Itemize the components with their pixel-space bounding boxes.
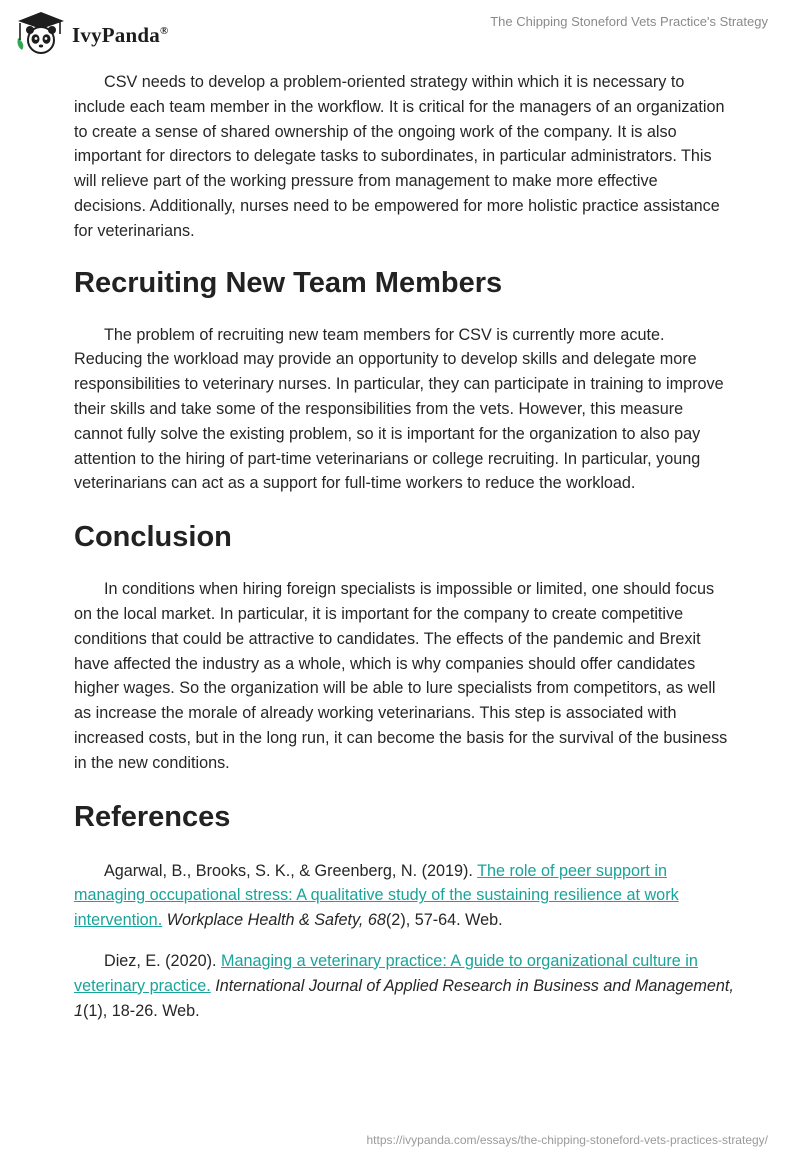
recruiting-paragraph: The problem of recruiting new team members for CSV is currently more acute. Reducing the workload may provide an opportunity to develop skills and delegate more responsibilities to veterinary nurses. In particular, they can participate in training to improve their skills and take some of the responsibilities from the vets. However, this measure cannot fully solve the existing problem, so it is important for the organization to also pay attention to the hiring of part-time veterinarians or college recruiting. In particular, young veterinarians can act as a support for full-time workers to reduce the workload. [74,325,724,493]
footer-source-url[interactable]: https://ivypanda.com/essays/the-chipping-stoneford-vets-practices-strategy/ [366,1133,768,1147]
reference-issue-pages: (1), 18-26. Web. [83,1001,200,1020]
reference-entry [74,859,734,933]
reference-link[interactable]: The role of peer support in managing occupational stress: A qualitative study of the sustaining resilience at work intervention. [74,861,679,930]
brand-name: IvyPanda® [72,22,169,47]
reference-authors: Agarwal, B., Brooks, S. K., & Greenberg, N. (2019). [104,861,473,880]
section-heading-recruiting: Recruiting New Team Members [74,266,503,299]
essay-content [74,70,734,1023]
reference-journal: International Journal of Applied Research in Business and Management, 1 [74,976,734,1020]
registered-mark: ® [159,24,169,37]
intro-paragraph: CSV needs to develop a problem-oriented strategy within which it is necessary to include each team member in the workflow. It is critical for the managers of an organization to create a sense of shared ownership of the ongoing work of the company. It is also important for directors to delegate tasks to subordinates, in particular administrators. This will relieve part of the working pressure from management to make more effective decisions. Additionally, nurses need to be empowered for more holistic practice assistance for veterinarians. [74,73,725,240]
page-header [0,0,800,70]
reference-journal: Workplace Health & Safety, 68 [166,911,386,930]
ivypanda-logo[interactable] [14,10,168,56]
section-heading-conclusion: Conclusion [74,521,232,554]
references-heading: References [74,800,231,833]
document-title: The Chipping Stoneford Vets Practice's Strategy [490,14,768,29]
reference-issue-pages: (2), 57-64. Web. [385,911,503,930]
reference-authors: Diez, E. (2020). [104,951,217,970]
reference-link[interactable]: Managing a veterinary practice: A guide to organizational culture in veterinary practice. [74,951,698,995]
panda-graduate-icon [14,10,68,56]
conclusion-paragraph: In conditions when hiring foreign specialists is impossible or limited, one should focus on the local market. In particular, it is important for the company to create competitive conditions that could be attractive to candidates. The effects of the pandemic and Brexit have affected the industry as a whole, which is why companies should offer candidates higher wages. So the organization will be able to lure specialists from competitors, as well as increase the morale of already working veterinarians. This step is associated with increased costs, but in the long run, it can become the basis for the survival of the business in the new conditions. [74,580,728,772]
reference-entry [74,949,734,1023]
